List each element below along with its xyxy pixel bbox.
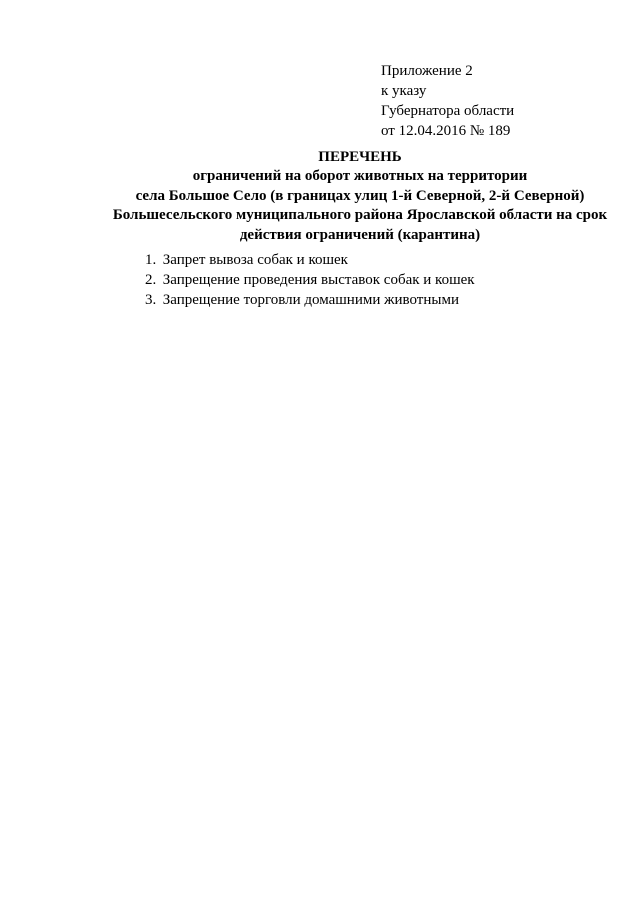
list-item <box>145 250 475 270</box>
title-line: села Большое Село (в границах улиц 1-й Северной, 2-й Северной) <box>135 187 585 204</box>
list-item-number: 3. <box>145 292 157 308</box>
list-item-text: Запрет вывоза собак и кошек <box>162 252 348 268</box>
appendix-line: Приложение 2 <box>381 63 473 79</box>
appendix-reference <box>381 61 514 141</box>
title-heading: ПЕРЕЧЕНЬ <box>318 149 402 165</box>
list-item <box>145 270 475 290</box>
list-item <box>145 290 475 310</box>
restrictions-list <box>145 250 475 310</box>
appendix-line: к указу <box>381 83 427 99</box>
list-item-number: 1. <box>145 252 157 268</box>
document-title <box>80 148 640 245</box>
appendix-line: от 12.04.2016 № 189 <box>381 123 511 139</box>
list-item-text: Запрещение проведения выставок собак и кошек <box>162 272 475 288</box>
title-line: ограничений на оборот животных на территории <box>192 168 528 185</box>
list-item-text: Запрещение торговли домашними животными <box>162 292 459 308</box>
list-item-number: 2. <box>145 272 157 288</box>
title-line: действия ограничений (карантина) <box>239 226 481 243</box>
appendix-line: Губернатора области <box>381 103 515 119</box>
title-line: Большесельского муниципального района Ярославской области на срок <box>112 207 608 224</box>
